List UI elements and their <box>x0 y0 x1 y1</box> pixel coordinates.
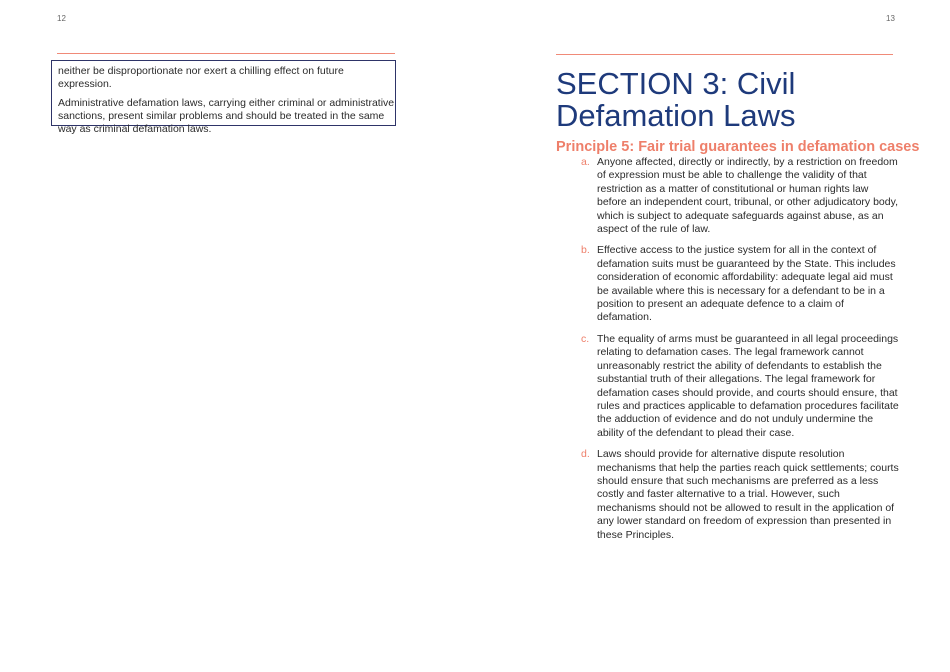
item-letter: c. <box>581 332 590 345</box>
item-letter: d. <box>581 448 590 461</box>
item-letter: a. <box>581 156 590 168</box>
principle-heading: Principle 5: Fair trial guarantees in defamation cases <box>556 139 920 155</box>
item-letter: b. <box>581 244 590 257</box>
page-number-right: 13 <box>886 14 895 23</box>
boxed-text <box>51 60 396 135</box>
item-text: Laws should provide for alternative dispute resolution mechanisms that help the parties reach quick settlements; courts should ensure that such mechanisms are preferred as a less costly and faster alternative to a trial. However, such mechanisms should not be allowed to result in the application of any lower standard on freedom of expression than presented in these Principles. <box>597 448 899 541</box>
header-rule-left <box>57 53 395 54</box>
page-number-left: 12 <box>57 14 66 23</box>
item-text: Anyone affected, directly or indirectly, by a restriction on freedom of expression must be able to challenge the validity of that restriction as a matter of constitutional or human rights law before an independent court, tribunal, or other adjudicatory body, which is subject to adequate safeguards against abuse, as an aspect of the rule of law. <box>597 156 899 236</box>
box-paragraph: neither be disproportionate nor exert a chilling effect on future expression. <box>58 65 344 90</box>
principle-list <box>581 156 899 550</box>
box-paragraph: Administrative defamation laws, carrying either criminal or administrative sanctions, present similar problems and should be treated in the same way as criminal defamation laws. <box>58 97 395 135</box>
header-rule-right <box>556 54 893 55</box>
item-text: The equality of arms must be guaranteed in all legal proceedings relating to defamation cases. The legal framework cannot unreasonably restrict the ability of defendants to establish the substantial truth of their allegations. The legal framework for defamation cases should provide, and courts should ensure, that rules and practices applicable to defamation procedures facilitate the adduction of evidence and do not unduly undermine the ability of the defendant to plead their case. <box>597 332 899 439</box>
item-text: Effective access to the justice system for all in the context of defamation suits must be guaranteed by the State. This includes consideration of economic affordability: adequate legal aid must be available where this is necessary for a defendant to be in a position to present an adequate defence to a claim of defamation. <box>597 244 896 324</box>
list-item <box>581 333 899 440</box>
list-item <box>581 244 899 324</box>
list-item <box>581 156 899 236</box>
list-item <box>581 448 899 542</box>
section-title: SECTION 3: Civil Defamation Laws <box>556 66 796 133</box>
